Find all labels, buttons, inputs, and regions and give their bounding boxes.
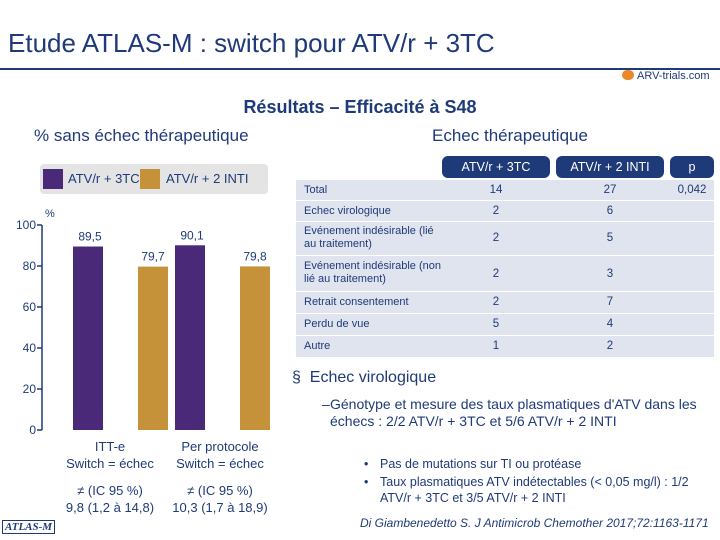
table-row: [296, 292, 714, 313]
column-header-atv-3tc: ATV/r + 3TC: [442, 156, 550, 178]
category-caption-per-protocol: [160, 438, 280, 516]
value-atv-2inti: 2: [606, 340, 614, 352]
citation: Di Giambenedetto S. J Antimicrob Chemother 2017;72:1163-1171: [360, 516, 709, 530]
legend-swatch-series-1: [43, 169, 63, 189]
chart-subheading: % sans échec thérapeutique: [34, 126, 249, 145]
dash-bullet-icon: –: [322, 396, 330, 412]
value-atv-3tc: 2: [492, 232, 500, 244]
atlas-m-logo: ATLAS-M: [2, 520, 55, 534]
bar-1-1: [73, 247, 103, 430]
header-divider: [0, 68, 720, 70]
sub-item-mutations: Pas de mutations sur TI ou protéase: [380, 457, 582, 471]
section-heading: Résultats – Efficacité à S48: [243, 97, 477, 117]
row-label: Perdu de vue: [304, 318, 370, 330]
efficacy-bar-chart: [0, 195, 290, 435]
y-tick-label: 80: [22, 259, 36, 273]
dot-bullet-icon: •: [364, 457, 369, 471]
table-subheading: Echec thérapeutique: [432, 126, 588, 145]
value-p: 0,042: [677, 184, 707, 196]
legend-label-series-2: ATV/r + 2 INTI: [166, 171, 249, 186]
row-label: Evénement indésirable (lié au traitement): [304, 225, 434, 250]
y-tick-label: 0: [29, 423, 36, 435]
caption-line: ITT-e: [94, 439, 126, 454]
bar-value-label: 89,5: [78, 229, 102, 244]
value-atv-3tc: 14: [489, 184, 503, 196]
bar-value-label: 79,8: [243, 249, 267, 264]
bar-1-2: [175, 245, 205, 430]
value-atv-3tc: 1: [492, 340, 500, 352]
bar-value-label: 79,7: [141, 249, 165, 264]
column-header-atv-2inti: ATV/r + 2 INTI: [556, 156, 664, 178]
slide-title: Etude ATLAS-M : switch pour ATV/r + 3TC: [8, 28, 495, 58]
bar-value-label: 90,1: [180, 228, 204, 243]
value-atv-3tc: 5: [492, 318, 500, 330]
row-label: Total: [304, 184, 328, 196]
value-atv-2inti: 4: [606, 318, 614, 330]
bullet-virologic-failure: [292, 369, 436, 387]
caption-line: ≠ (IC 95 %): [187, 483, 253, 498]
category-caption-itt: [55, 438, 165, 516]
legend-swatch-series-2: [140, 169, 160, 189]
logo-mark-icon: [622, 70, 634, 80]
column-header-p: p: [670, 156, 714, 178]
caption-line: 9,8 (1,2 à 14,8): [65, 500, 155, 515]
caption-line: ≠ (IC 95 %): [77, 483, 143, 498]
value-atv-3tc: 2: [492, 205, 500, 217]
dot-bullet-icon: •: [364, 475, 369, 489]
table-row: [296, 222, 714, 255]
caption-line: Switch = échec: [176, 456, 264, 471]
legend-label-series-1: ATV/r + 3TC: [68, 171, 140, 186]
caption-line: 10,3 (1,7 à 18,9): [172, 500, 268, 515]
table-row: [296, 180, 714, 200]
table-row: [296, 336, 714, 357]
table-row: [296, 256, 714, 291]
table-row: [296, 314, 714, 335]
row-label: Evénement indésirable (non lié au traitement): [304, 260, 441, 285]
value-atv-2inti: 27: [603, 184, 617, 196]
y-tick-label: 100: [15, 218, 36, 232]
value-atv-2inti: 3: [606, 268, 614, 280]
value-atv-2inti: 5: [606, 232, 614, 244]
value-atv-3tc: 2: [492, 296, 500, 308]
caption-line: Per protocole: [181, 439, 259, 454]
row-label: Autre: [304, 340, 331, 352]
chart-legend: [40, 164, 268, 194]
row-label: Retrait consentement: [304, 296, 409, 308]
value-atv-2inti: 7: [606, 296, 614, 308]
sub-bullet-genotype: Génotype et mesure des taux plasmatiques d'ATV dans les échecs : 2/2 ATV/r + 3TC et 5/6 ATV/r + 2 INTI: [330, 396, 697, 429]
y-tick-label: 60: [22, 300, 36, 314]
y-tick-label: 20: [22, 382, 36, 396]
arv-trials-logo: [622, 70, 710, 82]
value-atv-2inti: 6: [606, 205, 614, 217]
bar-2-2: [240, 266, 270, 430]
failure-table: [296, 156, 714, 362]
bar-2-1: [138, 267, 168, 430]
logo-text: ARV-trials.com: [637, 70, 710, 82]
row-label: Echec virologique: [304, 205, 391, 217]
sub-item-plasma-levels: Taux plasmatiques ATV indétectables (< 0,05 mg/l) : 1/2 ATV/r + 3TC et 3/5 ATV/r + 2 INTI: [380, 475, 689, 505]
bullet-text: Echec virologique: [309, 369, 437, 386]
table-row: [296, 201, 714, 221]
value-atv-3tc: 2: [492, 268, 500, 280]
y-tick-label: 40: [22, 341, 36, 355]
caption-line: Switch = échec: [66, 456, 154, 471]
square-bullet-icon: §: [292, 369, 301, 386]
y-axis-unit-label: %: [45, 208, 55, 220]
